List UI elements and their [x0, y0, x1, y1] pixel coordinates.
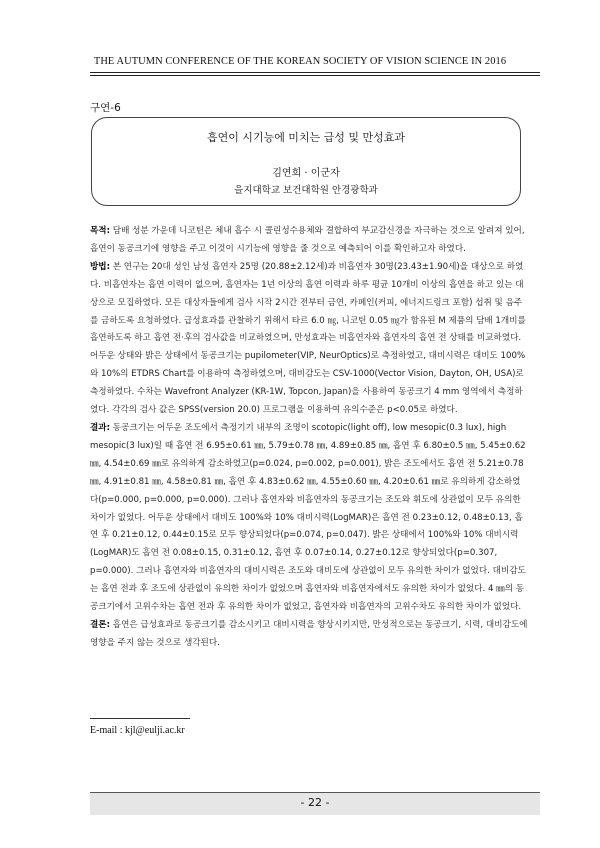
- conference-header: THE AUTUMN CONFERENCE OF THE KOREAN SOCIETY OF VISION SCIENCE IN 2016: [93, 56, 507, 67]
- methods-text: 본 연구는 20대 성인 남성 흡연자 25명 (20.88±2.12세)과 비흡연자 30명(23.43±1.90세)을 대상으로 하였다. 비흡연자는 흡연 이력이 없으며, 흡연자는 1년 이상의 흡연 이력과 하루 평균 10개비 이상의 흡연을 하고 있는 대상으로 모집하였다. 모든 대상자들에게 검사 시작 2시간 전부터 금연, 카페인(커피, 에너지드링크 포함) 섭취 및 음주를 금하도록 요청하였다. 급성효과를 관찰하기 위해서 타르 6.0 ㎎, 니코틴 0.05 ㎎가 함유된 M 제품의 담배 1개비를 흡연하도록 하고 흡연 전·후의 검사값을 비교하였으며, 만성효과는 비흡연자와 흡연자의 흡연 전 상태를 비교하였다. 어두운 상태와 밝은 상태에서 동공크기는 pupilometer(VIP, NeurOptics)로 측정하였고, 대비시력은 대비도 100% 와 10%의 ETDRS Chart를 이용하여 측정하였으며, 대비감도는 CSV-1000(Vector Vision, Dayton, OH, USA)로 측정하였다. 수차는 Wavefront Analyzer (KR-1W, Topcon, Japan)을 사용하여 동공크기 4 mm 영역에서 측정하였다. 각각의 검사 값은 SPSS(version 20.0) 프로그램을 이용하여 유의수준은 p<0.05로 하였다.: [90, 261, 526, 416]
- conclusion-paragraph: [90, 617, 528, 653]
- abstract-body: [90, 223, 528, 653]
- email-footnote: E-mail : kjl@eulji.ac.kr: [90, 725, 185, 736]
- authors: 김연희 · 이군자: [272, 168, 340, 179]
- page-footer-band: [90, 792, 540, 815]
- conclusion-label: 결론:: [90, 619, 111, 630]
- methods-paragraph: [90, 259, 528, 420]
- paper-title: 흡연이 시기능에 미치는 급성 및 만성효과: [206, 131, 406, 144]
- title-box: [91, 117, 521, 206]
- session-label: 구연-6: [90, 102, 121, 114]
- conclusion-text: 흡연은 급성효과로 동공크기를 감소시키고 대비시력을 향상시키지만, 만성적으로는 동공크기, 시력, 대비감도에 영향을 주지 않는 것으로 생각된다.: [90, 619, 528, 648]
- purpose-paragraph: [90, 223, 528, 259]
- affiliation: 을지대학교 보건대학원 안경광학과: [234, 185, 378, 196]
- page-number: - 22 -: [300, 796, 330, 809]
- results-paragraph: [90, 420, 528, 617]
- results-text: 동공크기는 어두운 조도에서 측정기기 내부의 조명이 scotopic(light off), low mesopic(0.3 lux), high mesopic(3 lux)일 때 흡연 전 6.95±0.61 ㎜, 5.79±0.78 ㎜, 4.89±0.85 ㎜, 흡연 후 6.80±0.5 ㎜, 5.45±0.62 ㎜, 4.54±0.69 ㎜로 유의하게 감소하였고(p=0.024, p=0.002, p=0.001), 밝은 조도에서도 흡연 전 5.21±0.78 ㎜, 4.91±0.81 ㎜, 4.58±0.81 ㎜, 흡연 후 4.83±0.62 ㎜, 4.55±0.60 ㎜, 4.20±0.61 ㎜로 유의하게 감소하였다(p=0.000, p=0.000, p=0.000). 그러나 흡연자와 비흡연자의 동공크기는 조도와 휘도에 상관없이 모두 유의한 차이가 없었다. 어두운 상태에서 대비도 100%와 10% 대비시력(LogMAR)은 흡연 전 0.23±0.12, 0.48±0.13, 흡연 후 0.21±0.12, 0.44±0.15로 모두 향상되었다(p=0.074, p=0.047). 밝은 상태에서 100%와 10% 대비시력(LogMAR)도 흡연 전 0.08±0.15, 0.31±0.12, 흡연 후 0.07±0.14, 0.27±0.12로 향상되었다(p=0.307, p=0.000). 그러나 흡연자와 비흡연자의 대비시력은 조도와 대비도에 상관없이 모두 유의한 차이가 없었다. 대비감도는 흡연 전과 후 조도에 상관없이 유의한 차이가 없었으며 흡연자와 비흡연자에서도 유의한 차이가 없었다. 4 ㎜의 동공크기에서 고위수차는 흡연 전과 후 유의한 차이가 없었고, 흡연자와 비흡연자의 고위수차도 유의한 차이가 없었다.: [90, 422, 526, 613]
- results-label: 결과:: [90, 422, 111, 433]
- footnote-rule: [90, 718, 190, 719]
- purpose-text: 담배 성분 가운데 니코틴은 체내 흡수 시 콜린성수용체와 결합하여 부교감신경을 자극하는 것으로 알려져 있어, 흡연이 동공크기에 영향을 주고 이것이 시기능에 영향을 줄 것으로 예측되어 이를 확인하고자 하였다.: [90, 226, 525, 254]
- methods-label: 방법:: [90, 261, 111, 272]
- purpose-label: 목적:: [90, 226, 111, 236]
- header-rule: [90, 72, 540, 73]
- header-rule: [90, 75, 540, 76]
